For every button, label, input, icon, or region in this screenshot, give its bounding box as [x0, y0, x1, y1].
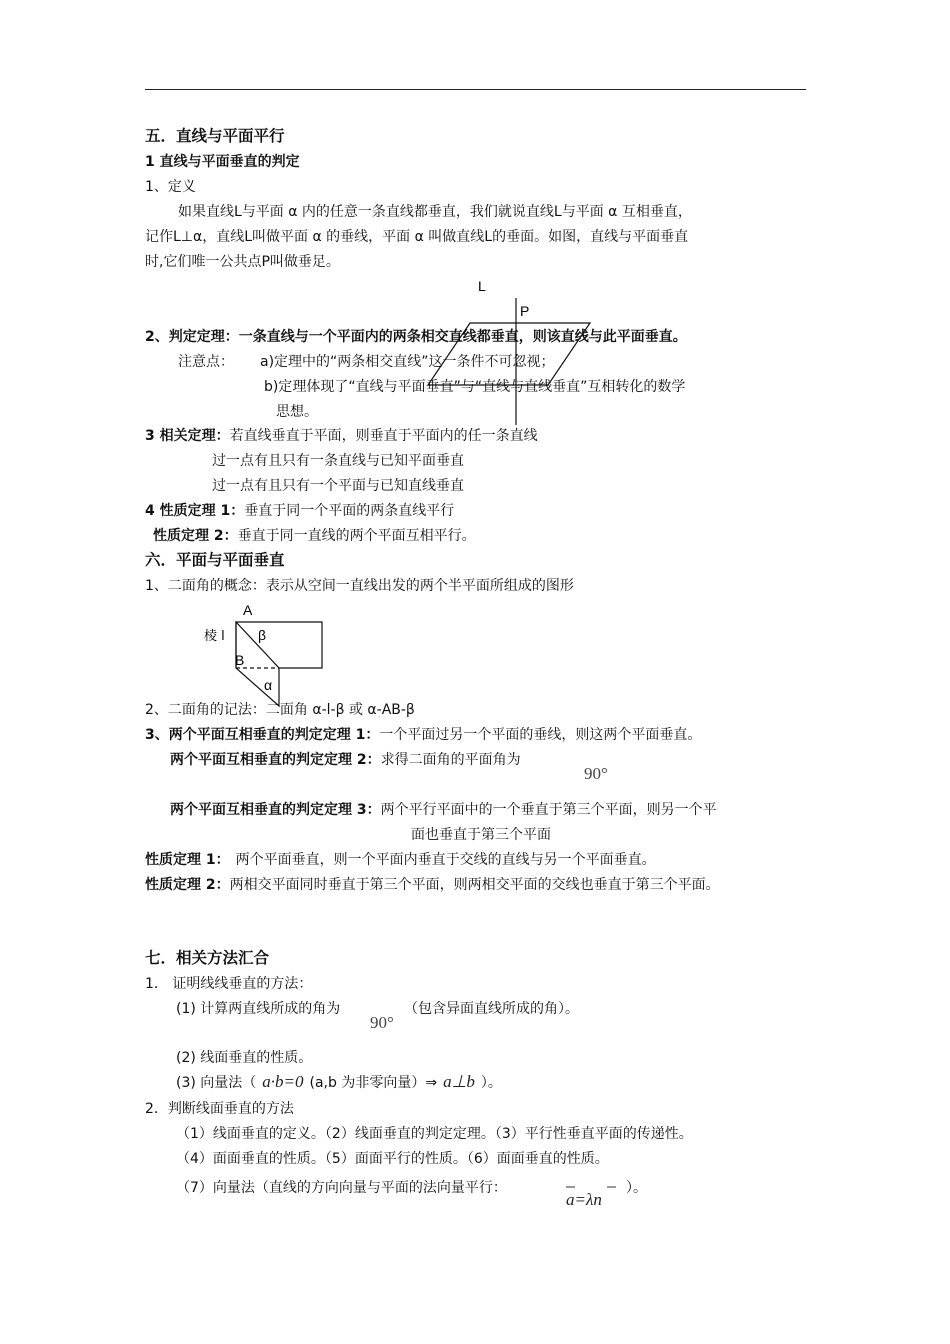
plane-property-1-text: 两个平面垂直，则一个平面内垂直于交线的直线与另一个平面垂直。 [235, 852, 656, 868]
definition-heading: 1、定义 [145, 179, 196, 195]
dot-product-formula: a·b=0 [262, 1072, 304, 1091]
label-L: L [478, 278, 486, 294]
label-P: P [520, 303, 530, 319]
vector-method-condition: (a,b 为非零向量）⇒ [309, 1075, 438, 1091]
judge-3-text-1: 两个平行平面中的一个垂直于第三个平面，则另一个平 [380, 802, 717, 818]
section-7-title: 七．相关方法汇合 [145, 949, 270, 967]
theorem-2-label: 2、判定定理： [145, 329, 239, 345]
label-edge: 棱 l [204, 629, 225, 644]
property-2-label: 性质定理 2： [153, 528, 238, 544]
method-1-item-2: (2) 线面垂直的性质。 [176, 1050, 313, 1066]
perpendicular-formula: a⊥b [443, 1072, 475, 1091]
related-theorem-3: 过一点有且只有一个平面与已知直线垂直 [212, 478, 464, 494]
judge-3-label: 两个平面互相垂直的判定定理 3： [170, 802, 381, 818]
theorem-2-text: 一条直线与一个平面内的两条相交直线都垂直，则该直线与此平面垂直。 [238, 329, 687, 345]
plane-property-1-label: 性质定理 1： [145, 852, 230, 868]
angle-90: 90° [584, 764, 608, 783]
method-2-line-3-suffix: ）。 [626, 1180, 647, 1196]
judge-1-text: 一个平面过另一个平面的垂线，则这两个平面垂直。 [379, 727, 702, 743]
note-a: a)定理中的“两条相交直线”这一条件不可忽视； [260, 354, 555, 370]
method-1-item-1: (1) 计算两直线所成的角为 [176, 1001, 341, 1017]
definition-line-3: 时,它们唯一公共点P叫做垂足。 [145, 254, 340, 270]
vector-method-suffix: ）。 [480, 1075, 502, 1091]
method-2-line-1: （1）线面垂直的定义。（2）线面垂直的判定定理。（3）平行性垂直平面的传递性。 [176, 1126, 693, 1142]
judge-2-label: 两个平面互相垂直的判定定理 2： [170, 752, 381, 768]
method-2-heading: 2．判断线面垂直的方法 [145, 1101, 294, 1117]
method-2-line-2: （4）面面垂直的性质。（5）面面平行的性质。（6）面面垂直的性质。 [176, 1151, 609, 1167]
note-label: 注意点： [178, 354, 234, 370]
dihedral-notation: 2、二面角的记法：二面角 α-l-β 或 α-AB-β [145, 702, 415, 718]
property-1-text: 垂直于同一个平面的两条直线平行 [244, 503, 455, 519]
label-A: A [243, 602, 253, 618]
related-theorem-2: 过一点有且只有一条直线与已知平面垂直 [212, 453, 464, 469]
section-6-title: 六．平面与平面垂直 [145, 551, 285, 569]
judge-3-text-2: 面也垂直于第三个平面 [411, 827, 551, 843]
vector-method-prefix: (3) 向量法（ [176, 1075, 257, 1091]
subsection-title: 1 直线与平面垂直的判定 [145, 154, 300, 170]
related-theorem-1: 若直线垂直于平面，则垂直于平面内的任一条直线 [229, 428, 538, 444]
judge-1-label: 3、两个平面互相垂直的判定定理 1： [145, 727, 380, 743]
note-b-line-2: 思想。 [276, 404, 318, 420]
property-1-label: 4 性质定理 1： [145, 503, 245, 519]
method-1-heading: 1． 证明线线垂直的方法： [145, 976, 313, 992]
definition-line-2: 记作L⊥α，直线L叫做平面 α 的垂线，平面 α 叫做直线L的垂面。如图，直线与平面垂直 [145, 229, 689, 245]
property-2-text: 垂直于同一直线的两个平面互相平行。 [237, 528, 476, 544]
dihedral-definition: 1、二面角的概念：表示从空间一直线出发的两个半平面所组成的图形 [145, 578, 574, 594]
method-1-angle-90: 90° [370, 1013, 394, 1032]
plane-property-2-label: 性质定理 2： [145, 877, 230, 893]
related-theorem-label: 3 相关定理： [145, 428, 230, 444]
definition-line-1: 如果直线L与平面 α 内的任意一条直线都垂直，我们就说直线L与平面 α 互相垂直， [178, 204, 692, 220]
plane-property-2-text: 两相交平面同时垂直于第三个平面，则两相交平面的交线也垂直于第三个平面。 [229, 877, 720, 893]
parallel-vector-formula: a=λn [566, 1190, 602, 1209]
judge-2-text: 求得二面角的平面角为 [380, 752, 521, 768]
label-B: B [235, 652, 245, 668]
label-alpha: α [264, 677, 273, 693]
label-beta: β [258, 627, 267, 643]
method-1-item-1-note: （包含异面直线所成的角）。 [404, 1001, 579, 1017]
method-2-line-3: （7）向量法（直线的方向向量与平面的法向量平行： [176, 1180, 507, 1196]
note-b-line-1: b)定理体现了“直线与平面垂直”与“直线与直线垂直”互相转化的数学 [264, 379, 686, 395]
section-5-title: 五．直线与平面平行 [145, 127, 285, 145]
